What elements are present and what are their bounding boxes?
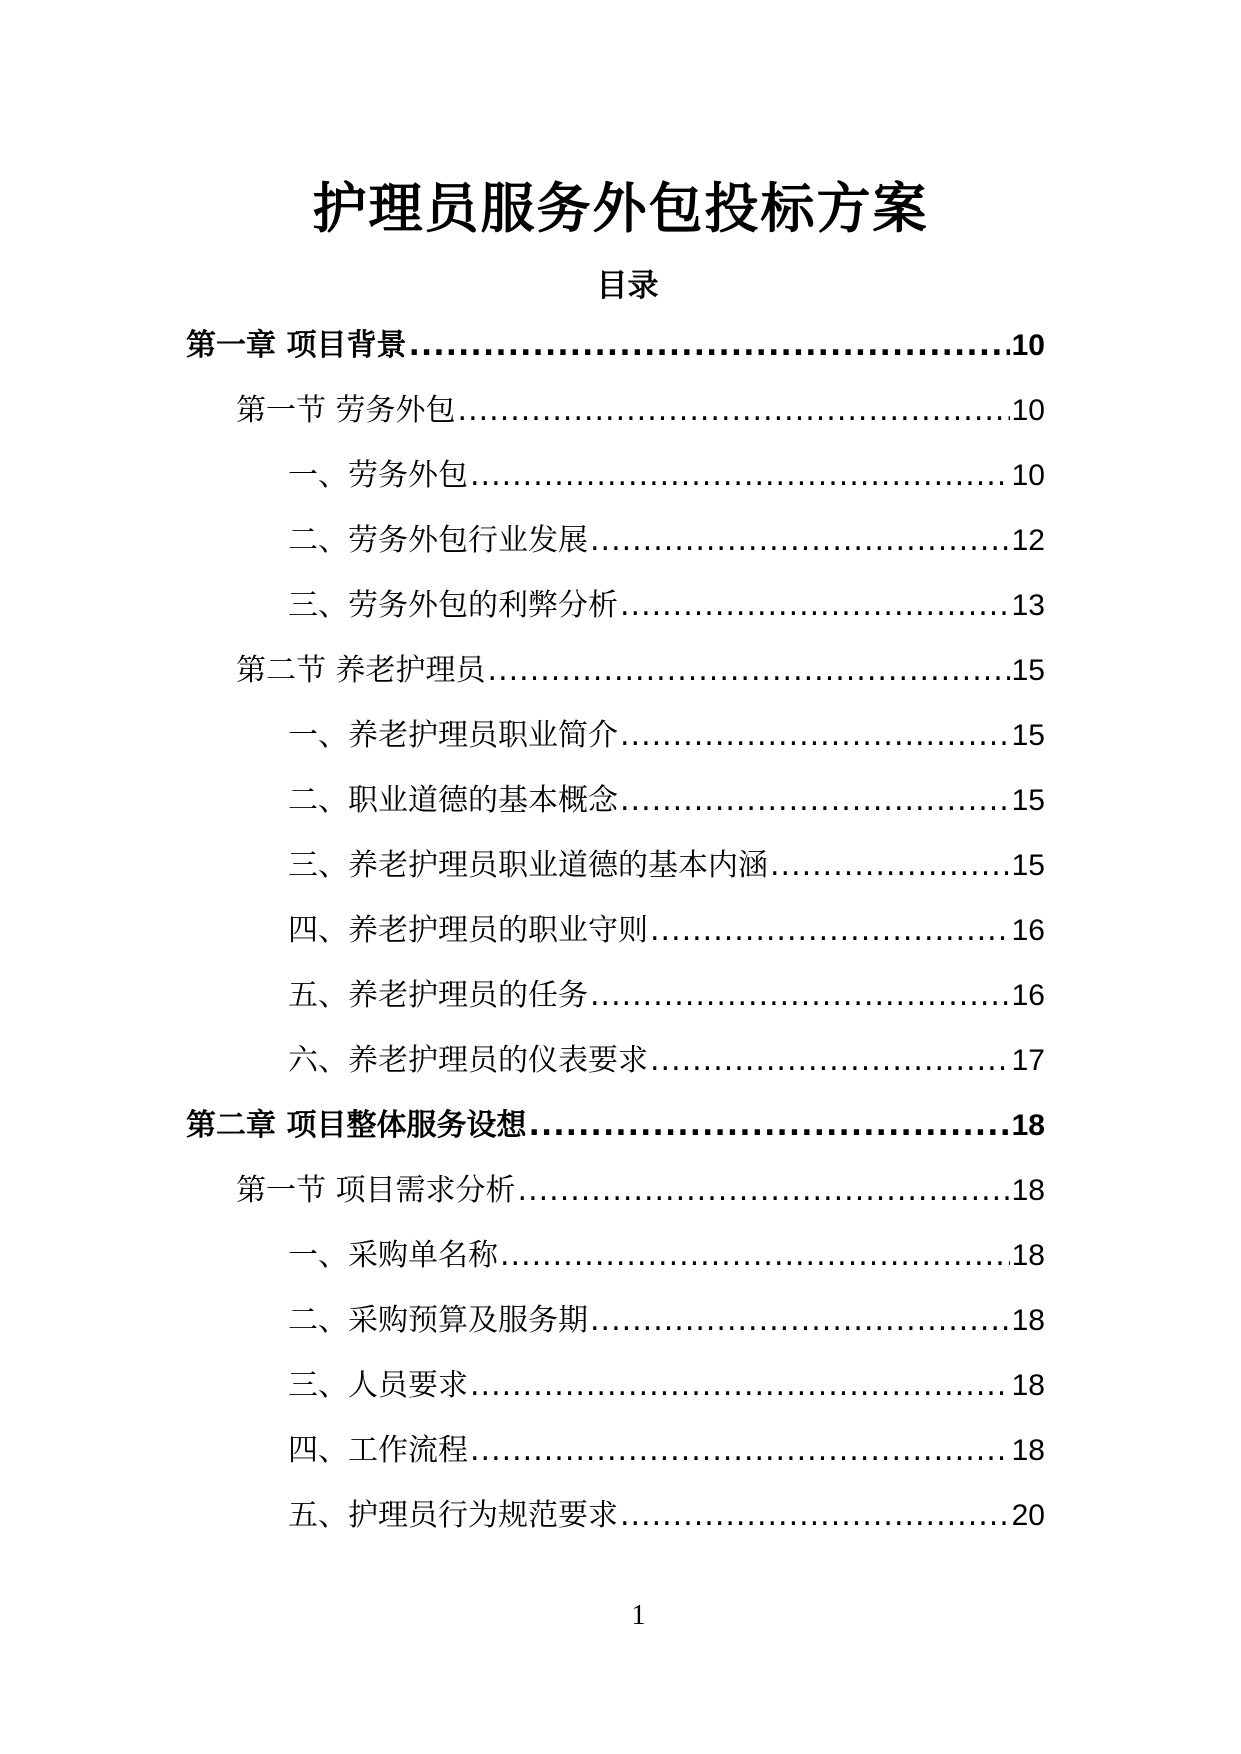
toc-entry-label: 四、工作流程 <box>288 1433 468 1468</box>
toc-entry[interactable] <box>0 1299 1241 1364</box>
toc-entry-page: 18 <box>1011 1174 1045 1207</box>
toc-dot-leader <box>518 1169 1010 1213</box>
toc-dot-leader <box>458 389 1010 433</box>
toc-entry-page: 15 <box>1011 849 1045 882</box>
toc-dot-leader <box>470 454 1010 498</box>
toc-dot-leader <box>620 1494 1010 1538</box>
toc-entry[interactable] <box>0 454 1241 519</box>
toc-entry[interactable] <box>0 519 1241 584</box>
toc-dot-leader <box>590 1299 1010 1343</box>
toc-entry-page: 13 <box>1011 589 1045 622</box>
toc-entry-page: 12 <box>1011 524 1045 557</box>
toc-dot-leader <box>620 779 1010 823</box>
toc-entry-page: 15 <box>1011 654 1045 687</box>
toc-entry-page: 10 <box>1011 394 1045 427</box>
toc-entry-page: 18 <box>1011 1369 1045 1402</box>
toc-dot-leader <box>770 844 1010 888</box>
toc-entry-page: 20 <box>1011 1499 1045 1532</box>
toc-entry[interactable] <box>0 389 1241 454</box>
toc-entry[interactable] <box>0 584 1241 649</box>
toc-entry-page: 15 <box>1011 719 1045 752</box>
toc-entry[interactable] <box>0 1169 1241 1234</box>
toc-dot-leader <box>590 519 1010 563</box>
toc-entry-label: 第一章 项目背景 <box>186 328 407 363</box>
toc-dot-leader <box>500 1234 1010 1278</box>
toc-entry[interactable] <box>0 1104 1241 1169</box>
toc-entry[interactable] <box>0 1429 1241 1494</box>
toc-entry-label: 六、养老护理员的仪表要求 <box>288 1043 648 1078</box>
toc-dot-leader <box>528 1104 1009 1148</box>
toc-entry[interactable] <box>0 649 1241 714</box>
toc-dot-leader <box>488 649 1010 693</box>
toc-entry-page: 18 <box>1011 1109 1045 1142</box>
toc-entry[interactable] <box>0 909 1241 974</box>
table-of-contents <box>0 324 1241 1559</box>
toc-entry-label: 第一节 劳务外包 <box>236 393 456 428</box>
toc-entry-page: 16 <box>1011 979 1045 1012</box>
toc-entry-label: 第二章 项目整体服务设想 <box>186 1108 527 1143</box>
toc-entry-label: 三、人员要求 <box>288 1368 468 1403</box>
toc-entry[interactable] <box>0 844 1241 909</box>
toc-entry[interactable] <box>0 779 1241 844</box>
toc-entry-page: 10 <box>1011 459 1045 492</box>
toc-entry-page: 17 <box>1011 1044 1045 1077</box>
toc-entry[interactable] <box>0 1234 1241 1299</box>
toc-entry-page: 16 <box>1011 914 1045 947</box>
toc-entry-label: 二、劳务外包行业发展 <box>288 523 588 558</box>
toc-entry-label: 五、护理员行为规范要求 <box>288 1498 618 1533</box>
toc-entry[interactable] <box>0 974 1241 1039</box>
toc-entry[interactable] <box>0 1364 1241 1429</box>
toc-dot-leader <box>408 324 1009 368</box>
page-number: 1 <box>631 1600 646 1631</box>
toc-dot-leader <box>470 1364 1010 1408</box>
toc-dot-leader <box>590 974 1010 1018</box>
document-title: 护理员服务外包投标方案 <box>312 177 929 240</box>
toc-entry[interactable] <box>0 1494 1241 1559</box>
toc-heading: 目录 <box>596 268 659 304</box>
toc-entry[interactable] <box>0 1039 1241 1104</box>
toc-entry-label: 一、劳务外包 <box>288 458 468 493</box>
toc-entry-page: 18 <box>1011 1239 1045 1272</box>
toc-entry-page: 10 <box>1011 329 1045 362</box>
toc-entry-label: 三、劳务外包的利弊分析 <box>288 588 618 623</box>
toc-entry-page: 18 <box>1011 1304 1045 1337</box>
toc-entry-page: 15 <box>1011 784 1045 817</box>
toc-entry-label: 三、养老护理员职业道德的基本内涵 <box>288 848 768 883</box>
toc-entry[interactable] <box>0 714 1241 779</box>
toc-entry-label: 第二节 养老护理员 <box>236 653 486 688</box>
toc-entry-label: 第一节 项目需求分析 <box>236 1173 516 1208</box>
toc-dot-leader <box>620 584 1010 628</box>
toc-dot-leader <box>470 1429 1010 1473</box>
toc-dot-leader <box>650 909 1010 953</box>
toc-entry[interactable] <box>0 324 1241 389</box>
toc-entry-label: 二、职业道德的基本概念 <box>288 783 618 818</box>
toc-entry-label: 二、采购预算及服务期 <box>288 1303 588 1338</box>
toc-entry-page: 18 <box>1011 1434 1045 1467</box>
toc-dot-leader <box>620 714 1010 758</box>
toc-entry-label: 五、养老护理员的任务 <box>288 978 588 1013</box>
toc-dot-leader <box>650 1039 1010 1083</box>
toc-entry-label: 一、养老护理员职业简介 <box>288 718 618 753</box>
toc-entry-label: 四、养老护理员的职业守则 <box>288 913 648 948</box>
toc-entry-label: 一、采购单名称 <box>288 1238 498 1273</box>
